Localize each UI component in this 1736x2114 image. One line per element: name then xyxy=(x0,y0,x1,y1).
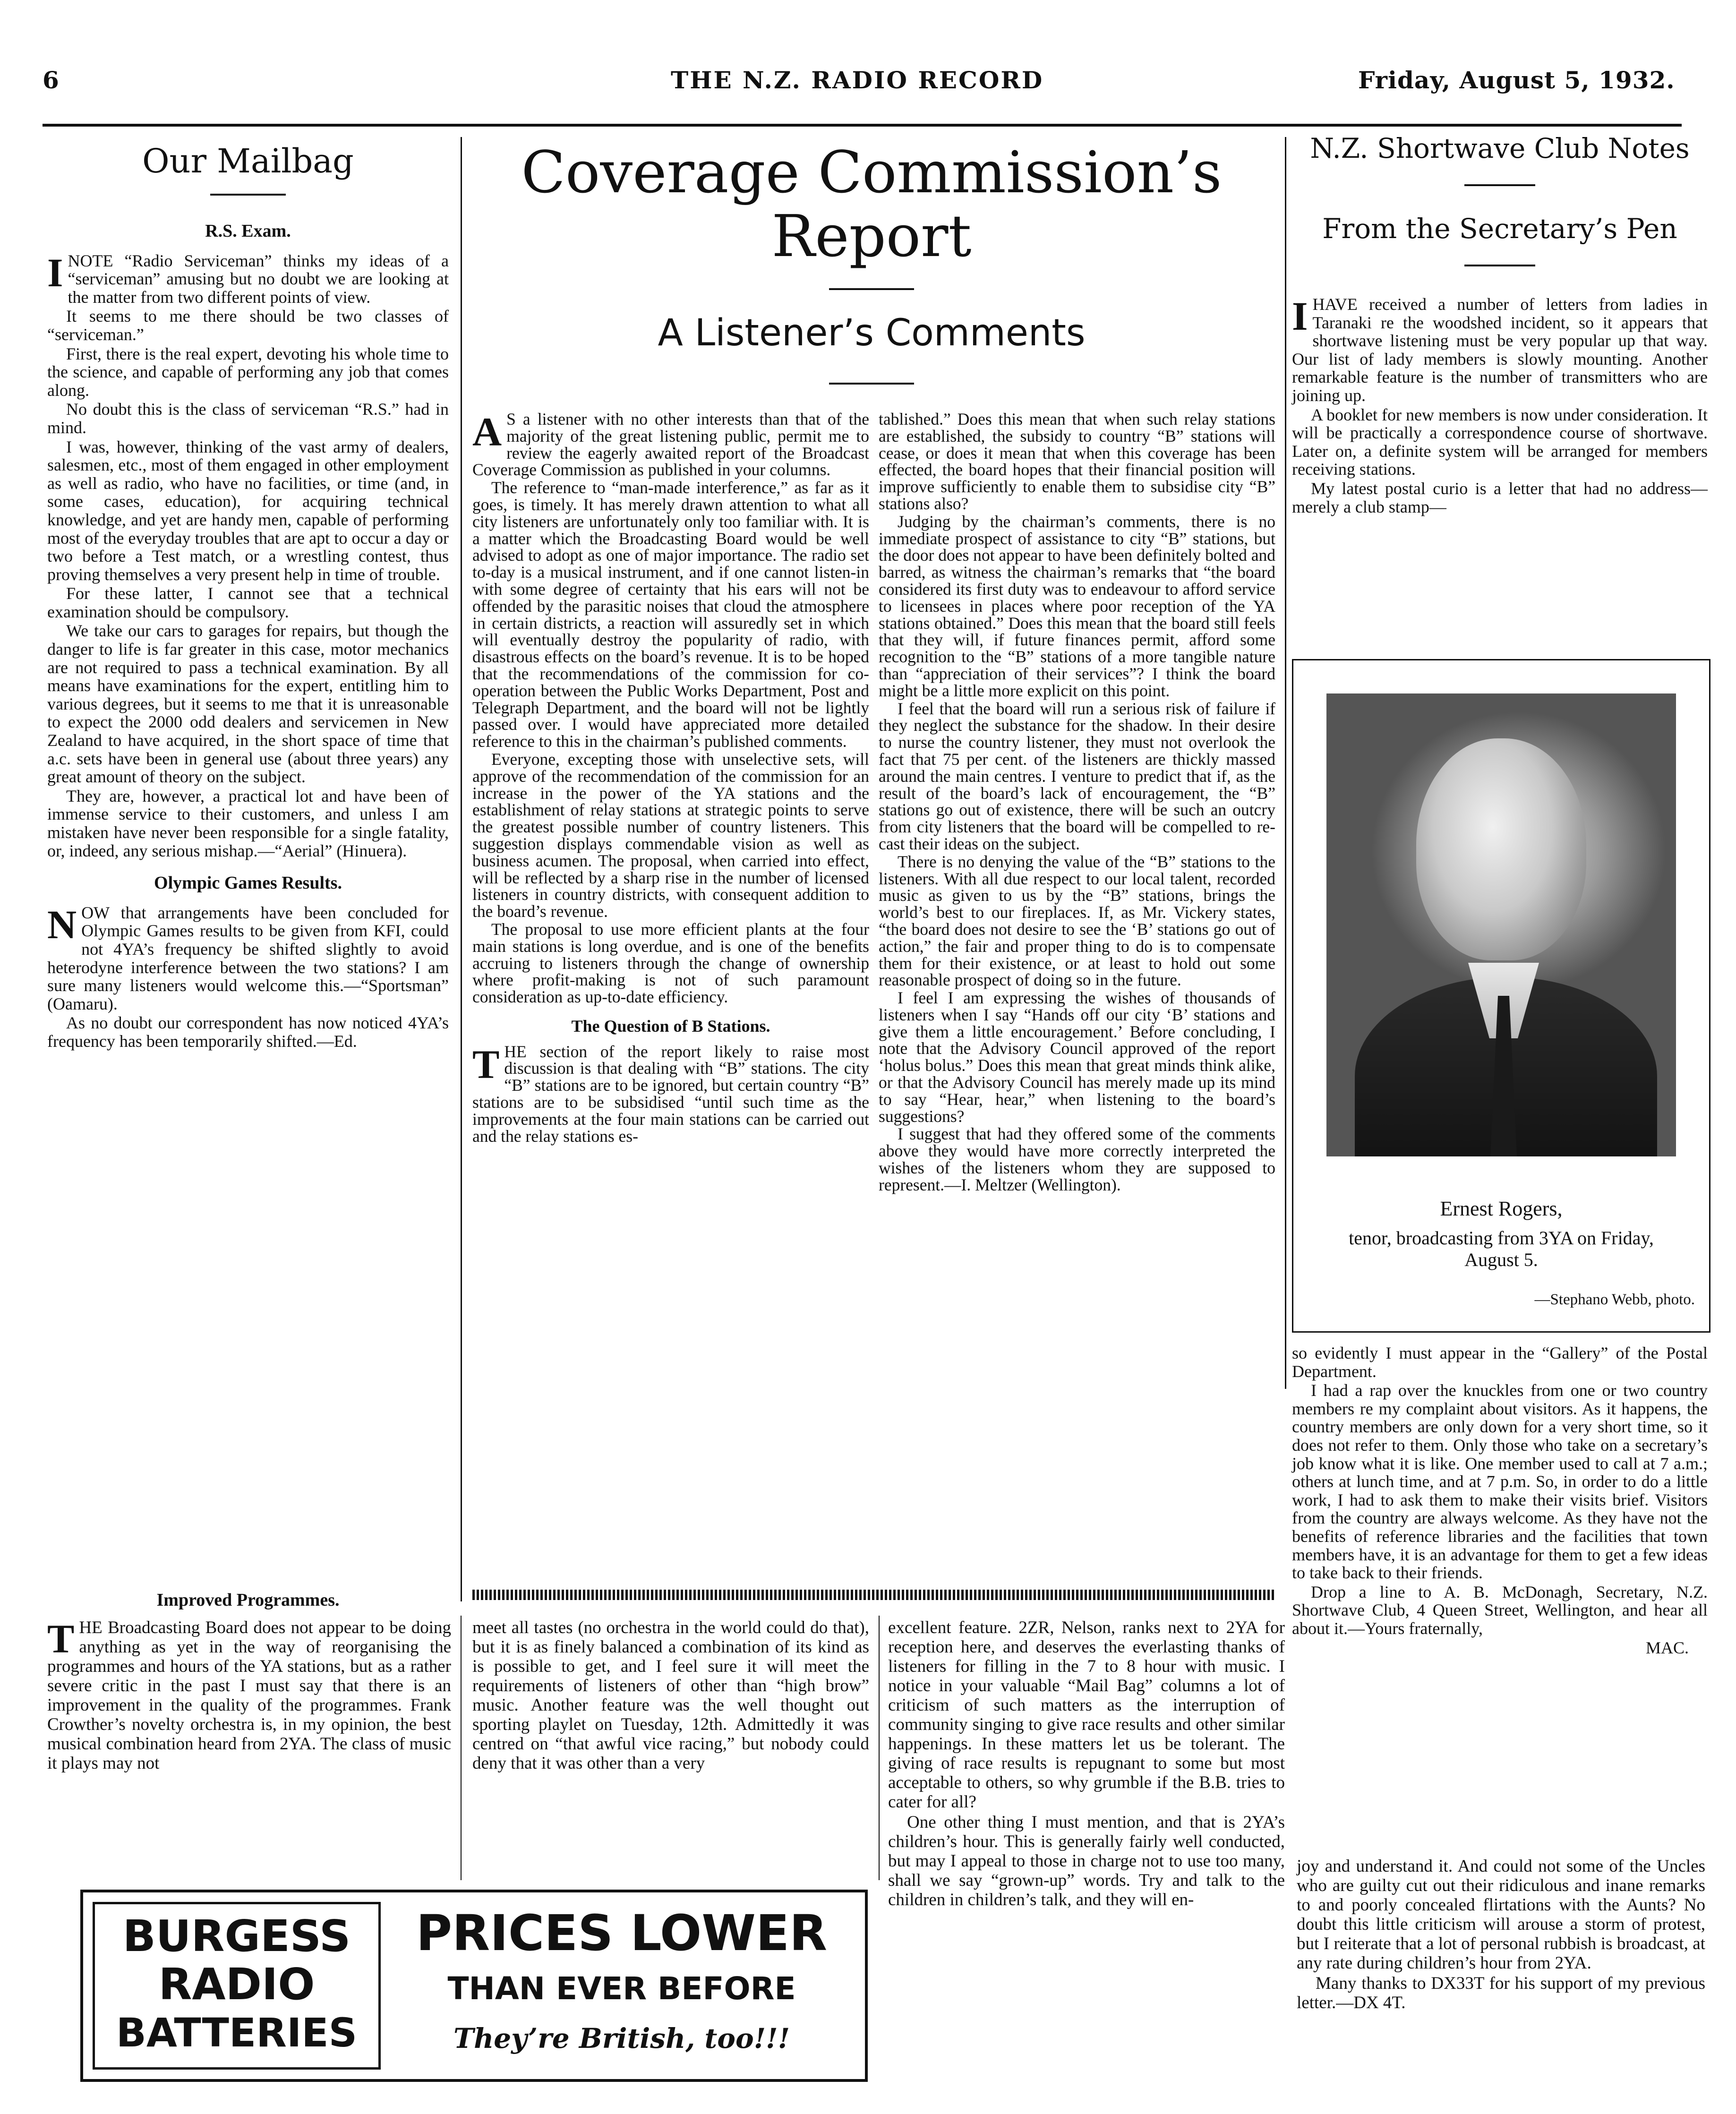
title-rule xyxy=(210,194,286,196)
photo-caption: tenor, broadcasting from 3YA on Friday, August 5. xyxy=(1349,1227,1654,1270)
coverage-col-b: tablished.” Does this mean that when such relay stations are established, the subsidy to country “B” stations will cease, or does it mean that when this coverage has been effected, the board hopes that their financial position will improve sufficiently to enable them to subsidise city “B” stations also? Judging by the chairman’s comments, there is no immediate prospect of assistance to city “B” stations, but the door does not appear to have been definitely bolted and barred, as witness the chairman’s remarks that “the board considered its first duty was to endeavour to afford service to licensees in places where poor reception of the YA stations obtained.” Does this mean that the board still feels that they will, if future finances permit, afford some recognition to the “B” stations of a more tangible nature than “appreciation of their services”? I think the board might be a little more explicit on this point. I feel that the board will run a serious risk of failure if they neglect the substance for the shadow. In their desire to nurse the country listener, they must not overlook the fact that 75 per cent. of the listeners are thickly massed around the main centres. I venture to predict that if, as the result of the board’s lack of encouragement, the “B” stations go out of existence, there will be such an outcry from city listeners that the board will be compelled to re-cast their ideas on the subject. There is no denying the value of the “B” stations to the listeners. With all due respect to our local talent, recorded music as given to us by the “B” stations, brings the world’s best to our fireplaces. If, as Mr. Vickery states, “the board does not desire to see the ‘B’ stations go out of action,” the fair and proper thing to do is to compensate them for their existence, or at least to hold out some reasonable prospect of doing so in the future. I feel I am expressing the wishes of thousands of listeners when I say “Hands off our city ‘B’ stations and give them a little encouragement.’ Before concluding, I note that the Advisory Council approved of the report ‘holus bolus.” Does this mean that great minds think alike, or that the Advisory Council has merely made up its mind to say “Hear, hear,” when listening to the board’s suggestions? I suggest that had they offered some of the comments above they would have more correctly interpreted the wishes of the listeners whom they are supposed to represent.—I. Meltzer (Wellington). xyxy=(879,410,1275,1194)
photo-credit: —Stephano Webb, photo. xyxy=(1534,1291,1695,1308)
letter-paragraph: No doubt this is the class of serviceman “R.S.” had in mind. xyxy=(47,400,449,437)
drop-cap: A xyxy=(472,409,502,454)
signature: MAC. xyxy=(1645,1638,1689,1657)
title-rule xyxy=(829,288,914,290)
letter-paragraph: For these latter, I cannot see that a technical examination should be compulsory. xyxy=(47,584,449,621)
letter-paragraph: It seems to me there should be two classes of “serviceman.” xyxy=(47,307,449,344)
ad-subline: THAN EVER BEFORE xyxy=(447,1970,796,2007)
improved-col-3: excellent feature. 2ZR, Nelson, ranks next to 2YA for reception here, and deserves the everlasting thanks of listeners for filling in the 7 to 8 hour with music. I notice in your valuable “Mail Bag” columns a lot of criticism of such matters as the interruption of community singing to give race results and other similar happenings. In these matters let us be tolerant. The giving of race results is repugnant to some but most acceptable to others, so why grumble if the B.B. tries to cater for all? One other thing I must mention, and that is 2YA’s children’s hour. This is generally fairly well conducted, but may I appeal to those in charge not to use too many, shall we say “grown-up” words. Try and talk to the children in children’s talk, and they will en- xyxy=(888,1618,1285,1909)
article-title: Coverage Commission’s xyxy=(521,139,1222,206)
drop-cap: T xyxy=(472,1041,500,1087)
club-intro: IHAVE received a number of letters from ladies in Taranaki re the woodshed incident, so it appears that shortwave listening must be very popular up that way. Our list of lady members is slowly mounting. Another remarkable feature is the number of transmitters who are joining up. A booklet for new members is now under consideration. It will be practically a correspondence course of shortwave. Later on, a definite system will be arranged for members receiving stations. My latest postal curio is a letter that had no address—merely a club stamp— xyxy=(1292,293,1708,516)
burgess-advert xyxy=(80,1890,868,2082)
drop-cap: N xyxy=(47,901,77,947)
ad-brand-line: RADIO xyxy=(158,1959,315,2010)
ad-tagline: They’re British, too!!! xyxy=(453,2022,790,2054)
section-heading: Improved Programmes. xyxy=(156,1590,340,1610)
portrait-frame xyxy=(1292,659,1710,1333)
letter-paragraph: INOTE “Radio Serviceman” thinks my ideas of a “serviceman” amusing but no doubt we are looking at the matter from two different points of view. xyxy=(47,249,449,307)
drop-cap: I xyxy=(47,249,63,295)
improved-col-4: joy and understand it. And could not some of the Uncles who are guilty cut out their ridiculous and inane remarks to and poorly concealed flirtations with the Aunts? No doubt this little criticism will arouse a storm of protest, but I reiterate that a lot of personal rubbish is broadcast, at any rate during children’s hour from 2YA. Many thanks to DX33T for his support of my previous letter.—DX 4T. xyxy=(1297,1857,1705,2012)
ad-headline: PRICES LOWER xyxy=(416,1904,828,1962)
letter-paragraph: We take our cars to garages for repairs, but though the danger to life is far greater in this case, motor mechanics are not required to pass a technical examination. By all means have examinations for the expert, entitling him to various degrees, but it seems to me that it is unreasonable to expect the 2000 odd dealers and servicemen in New Zealand to have acquired, in the short space of time that a.c. sets have been in general use (about three years) any great amount of theory on the subject. xyxy=(47,621,449,787)
section-heading: R.S. Exam. xyxy=(205,221,291,241)
section-heading: The Question of B Stations. xyxy=(571,1016,770,1036)
issue-date: Friday, August 5, 1932. xyxy=(1358,66,1675,94)
drop-cap: T xyxy=(47,1616,75,1661)
coverage-col-a: A S a listener with no other interests than that of the majority of the great listening public, permit me to review the eagerly awaited report of the Broadcast Coverage Commission as published in your columns. The reference to “man-made interference,” as far as it goes, is timely. It has merely drawn attention to what all city listeners are unfortunately only too familiar with. It is a matter which the Broadcasting Board would be well advised to adopt as one of major importance. The radio set to-day is a musical instrument, and if one cannot listen-in with some degree of certainty that his ears will not be offended by the parasitic noises that cloud the atmosphere in certain districts, a reaction will assuredly set in which will eventually destroy the popularity of radio, with disastrous effects on the board’s revenue. It is to be hoped that the recommendations of the commission for co-operation between the Public Works Department, Post and Telegraph Department, and the board will not be lightly passed over. I would have appreciated more detailed reference to this in the chairman’s published comments. Everyone, excepting those with unselective sets, will approve of the recommendation of the commission for an increase in the power of the YA stations and the establishment of relay stations at strategic points to serve the greatest possible number of country listeners. This suggestion displays commendable vision as well as business acumen. The proposal, when carried into effect, will be reflected by a sharp rise in the number of licensed listeners in country districts, with consequent addition to the board’s revenue. The proposal to use more efficient plants at the four main stations is long overdue, and is one of the benefits accruing to listeners through the change of ownership where profit-making is not of such paramount consideration as up-to-date efficiency. The Question of B Stations. THE section of the report likely to raise most discussion is that dealing with “B” stations. The city “B” stations are to be ignored, but certain country “B” stations are to be subsidised “until such time as the improvements at the four main stations can be carried out and the relay stations es- xyxy=(472,409,869,1146)
mailbag-rs-exam xyxy=(47,208,449,1052)
column-rule xyxy=(879,1616,880,1880)
drop-cap: I xyxy=(1292,293,1308,339)
article-title: Report xyxy=(771,203,972,270)
letter-paragraph: They are, however, a practical lot and have been of immense service to their customers, and unless I am mistaken have never been responsible for a single fatality, or, indeed, any serious mishap.—“Aerial” (Hinuera). xyxy=(47,786,449,860)
ad-brand-panel xyxy=(93,1902,381,2070)
club-continued: so evidently I must appear in the “Gallery” of the Postal Department. I had a rap over the knuckles from one or two country members re my complaint about visitors. As it happens, the country members are only down for a very short time, so it does not refer to them. Only those who take on a secretary’s job know what it is like. One member used to call at 7 a.m.; others at lunch time, and at 7 p.m. So, in order to do a little work, I had to ask them to make their visits brief. Visitors from the country are always welcome. As they have not the benefits of reference libraries and the facilities that town members have, it is an advantage for them to get a few ideas to take back to their friends. Drop a line to A. B. McDonagh, Secretary, N.Z. Shortwave Club, 4 Queen Street, Wellington, and hear all about it.—Yours fraternally, MAC. xyxy=(1292,1344,1708,1657)
letter-paragraph: First, there is the real expert, devoting his whole time to the science, and capable of performing any job that comes along. xyxy=(47,344,449,400)
improved-col-1: THE Broadcasting Board does not appear to be doing anything as yet in the way of reorganising the programmes and hours of the YA stations, but as a rather severe critic in the past I must say that there is an improvement in the quality of the programmes. Frank Crowther’s novelty orchestra is, in my opinion, the best musical combination heard from 2YA. The class of music it plays may not xyxy=(47,1616,451,1773)
column-rule xyxy=(461,1616,462,1880)
header-rule xyxy=(43,124,1682,127)
letter-paragraph: NOW that arrangements have been concluded for Olympic Games results to be given from KFI, could not 4YA’s frequency be shifted slightly to avoid heterodyne interference between the two stations? I am sure many listeners would welcome this.—“Sportsman” (Oamaru). xyxy=(47,901,449,1013)
page-number: 6 xyxy=(43,66,60,94)
column-rule xyxy=(1285,137,1286,1389)
photo-name: Ernest Rogers, xyxy=(1440,1197,1563,1220)
publication-title: THE N.Z. RADIO RECORD xyxy=(671,66,1044,94)
club-title: N.Z. Shortwave Club Notes xyxy=(1310,132,1690,164)
article-subtitle: A Listener’s Comments xyxy=(658,312,1086,354)
section-heading: Olympic Games Results. xyxy=(154,873,342,893)
title-rule xyxy=(829,383,914,385)
editor-note: As no doubt our correspondent has now noticed 4YA’s frequency has been temporarily shifted.—Ed. xyxy=(47,1013,449,1051)
title-rule xyxy=(1464,184,1535,186)
mailbag-title: Our Mailbag xyxy=(142,142,354,180)
section-divider xyxy=(472,1590,1275,1600)
column-rule xyxy=(461,137,462,1601)
club-subtitle: From the Secretary’s Pen xyxy=(1322,213,1677,245)
improved-col-2: meet all tastes (no orchestra in the world could do that), but it is as finely balanced a combination of its kind as is possible to get, and I feel sure it will meet the requirements of listeners of other than “high brow” music. Another feature was the well thought out sporting playlet on Tuesday, 12th. Admittedly it was centred on “that awful vice racing,” but nobody could deny that it was other than a very xyxy=(472,1618,869,1773)
ad-brand-line: BATTERIES xyxy=(116,2010,358,2056)
portrait-photo xyxy=(1326,693,1676,1156)
title-rule xyxy=(1464,265,1535,266)
ad-brand-line: BURGESS xyxy=(122,1911,351,1961)
letter-paragraph: I was, however, thinking of the vast army of dealers, salesmen, etc., most of them engaged in other employment as well as radio, who have no facilities, or time (and, in some cases, education), for acquiring technical knowledge, and yet are handy men, capable of performing most of the everyday troubles that are apt to occur a day or two before a Test match, or a wrestling contest, thus proving themselves a very present help in time of trouble. xyxy=(47,437,449,584)
